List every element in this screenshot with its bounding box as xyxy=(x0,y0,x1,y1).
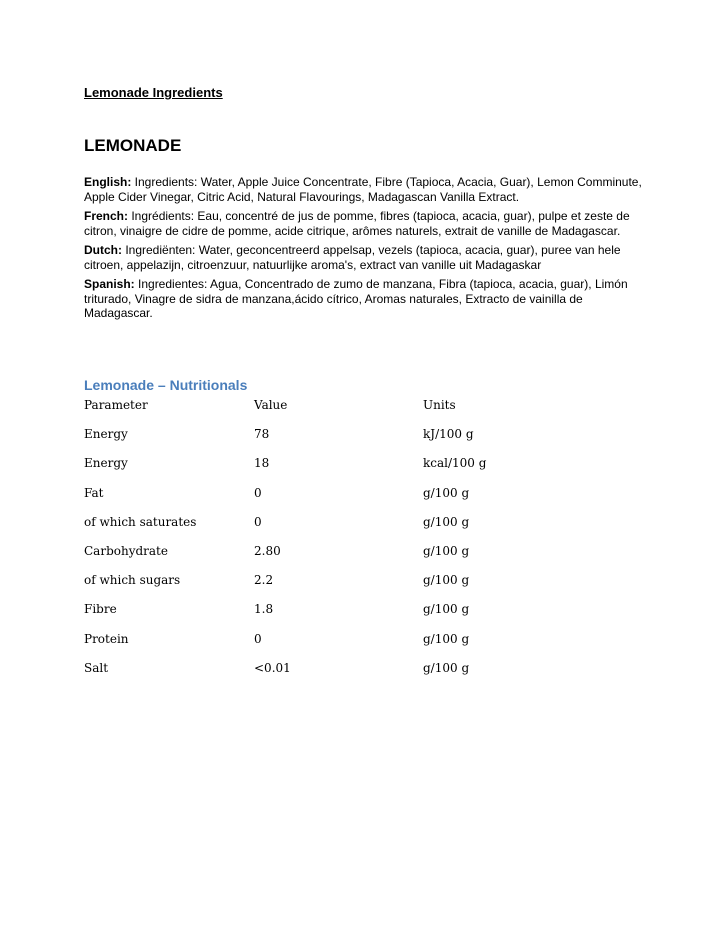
ingredients-french xyxy=(84,209,644,238)
value-cell: 78 xyxy=(254,427,270,442)
value-cell: 0 xyxy=(254,485,262,500)
units-cell: kJ/100 g xyxy=(423,427,474,442)
ingredients-dutch xyxy=(84,243,644,272)
document-title: Lemonade Ingredients xyxy=(84,85,223,100)
parameter-cell: Carbohydrate xyxy=(84,543,168,558)
parameter-cell: Fibre xyxy=(84,602,117,617)
value-cell: 18 xyxy=(254,456,270,471)
language-label: Dutch: xyxy=(84,243,122,257)
value-cell: 1.8 xyxy=(254,602,274,617)
header-units: Units xyxy=(423,398,456,412)
parameter-cell: Energy xyxy=(84,427,128,442)
parameter-cell: Energy xyxy=(84,456,128,471)
units-cell: kcal/100 g xyxy=(423,456,487,471)
nutritionals-heading: Lemonade – Nutritionals xyxy=(84,377,248,393)
product-heading: LEMONADE xyxy=(84,136,182,155)
ingredients-english xyxy=(84,175,644,204)
ingredients-text: Ingrediënten: Water, geconcentreerd appelsap, vezels (tapioca, acacia, guar), puree van hele citroen, appelazijn, citroenzuur, natuurlijke aroma's, extract van vanille uit Madagaskar xyxy=(84,243,621,272)
parameter-cell: of which saturates xyxy=(84,514,197,529)
value-cell: 0 xyxy=(254,514,262,529)
value-cell: 2.80 xyxy=(254,543,281,558)
units-cell: g/100 g xyxy=(423,631,470,646)
ingredients-spanish xyxy=(84,277,644,321)
units-cell: g/100 g xyxy=(423,543,470,558)
header-value: Value xyxy=(254,398,288,412)
units-cell: g/100 g xyxy=(423,573,470,588)
value-cell: 0 xyxy=(254,631,262,646)
language-label: Spanish: xyxy=(84,277,135,291)
header-parameter: Parameter xyxy=(84,398,148,412)
parameter-cell: of which sugars xyxy=(84,573,181,588)
value-cell: <0.01 xyxy=(254,660,291,675)
ingredients-section xyxy=(84,175,644,326)
language-label: French: xyxy=(84,209,129,223)
ingredients-text: Ingredientes: Agua, Concentrado de zumo de manzana, Fibra (tapioca, acacia, guar), Limón triturado, Vinagre de sidra de manzana,ácido cítrico, Aromas naturales, Extracto de vainilla de Madagascar. xyxy=(84,277,628,320)
units-cell: g/100 g xyxy=(423,660,470,675)
language-label: English: xyxy=(84,175,132,189)
value-cell: 2.2 xyxy=(254,573,274,588)
parameter-cell: Protein xyxy=(84,631,129,646)
units-cell: g/100 g xyxy=(423,602,470,617)
parameter-cell: Salt xyxy=(84,660,109,675)
ingredients-text: Ingredients: Water, Apple Juice Concentrate, Fibre (Tapioca, Acacia, Guar), Lemon Comminute, Apple Cider Vinegar, Citric Acid, Natural Flavourings, Madagascan Vanilla Extract. xyxy=(84,175,642,204)
units-cell: g/100 g xyxy=(423,485,470,500)
parameter-cell: Fat xyxy=(84,485,104,500)
ingredients-text: Ingrédients: Eau, concentré de jus de pomme, fibres (tapioca, acacia, guar), pulpe et zeste de citron, vinaigre de cidre de pomme, acide citrique, arômes naturels, extrait de vanille de Madagascar. xyxy=(84,209,630,238)
units-cell: g/100 g xyxy=(423,514,470,529)
